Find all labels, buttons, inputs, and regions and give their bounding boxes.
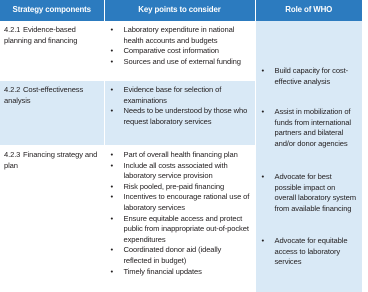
bullet-icon: • (111, 245, 114, 256)
key-points-list (109, 150, 251, 277)
bullet-icon: • (111, 57, 114, 68)
bullet-icon: • (111, 25, 114, 36)
list-item (256, 172, 363, 214)
list-item (109, 25, 251, 46)
bullet-icon: • (111, 192, 114, 203)
component-title: Financing strategy and plan (4, 150, 97, 170)
bullet-icon: • (111, 182, 114, 193)
component-number: 4.2.1 (4, 25, 21, 36)
list-item (109, 106, 251, 127)
bullet-icon: • (111, 85, 114, 96)
header-row (0, 0, 362, 21)
header-role-of-who: Role of WHO (255, 0, 362, 21)
strategy-component-cell (0, 21, 104, 81)
bullet-icon: • (111, 214, 114, 225)
bullet-icon: • (262, 66, 265, 77)
key-point-text: Sources and use of external funding (124, 57, 241, 66)
component-title: Cost-effectiveness analysis (4, 85, 83, 105)
key-point-text: Needs to be understood by those who request laboratory services (124, 106, 248, 126)
who-role-list (256, 21, 363, 278)
list-item (256, 66, 363, 87)
list-item (109, 161, 251, 182)
key-point-text: Evidence base for selection of examinations (124, 85, 222, 105)
list-item (109, 57, 251, 68)
key-point-text: Timely financial updates (124, 267, 202, 276)
list-item (109, 267, 251, 278)
list-item (109, 182, 251, 193)
who-role-text: Advocate for best possible impact on overall laboratory system from available financing (260, 172, 359, 214)
key-point-text: Include all costs associated with laboratory service provision (124, 161, 228, 181)
key-point-text: Ensure equitable access and protect public from inappropriate out-of-pocket expenditures (124, 214, 249, 244)
key-points-cell (104, 21, 255, 81)
list-item (109, 214, 251, 246)
table-row (0, 21, 362, 81)
who-role-text: Build capacity for cost-effective analysis (260, 66, 359, 87)
key-points-list (109, 85, 251, 127)
key-point-text: Laboratory expenditure in national health accounts and budgets (124, 25, 235, 45)
list-item (109, 46, 251, 57)
who-role-cell (255, 21, 362, 292)
bullet-icon: • (111, 150, 114, 161)
key-point-text: Incentives to encourage rational use of laboratory services (124, 192, 250, 212)
component-number: 4.2.3 (4, 150, 21, 161)
component-number: 4.2.2 (4, 85, 21, 96)
list-item (109, 85, 251, 106)
key-point-text: Risk pooled, pre-paid financing (124, 182, 225, 191)
bullet-icon: • (111, 161, 114, 172)
bullet-icon: • (111, 46, 114, 57)
list-item (109, 150, 251, 161)
key-point-text: Comparative cost information (124, 46, 219, 55)
key-points-list (109, 25, 251, 67)
list-item (109, 192, 251, 213)
header-strategy-components: Strategy components (0, 0, 104, 21)
who-role-text: Assist in mobilization of funds from international partners and bilateral and/or donor agencies (260, 107, 359, 149)
bullet-icon: • (111, 267, 114, 278)
list-item (256, 107, 363, 149)
header-key-points: Key points to consider (104, 0, 255, 21)
key-points-cell (104, 146, 255, 292)
bullet-icon: • (111, 106, 114, 117)
bullet-icon: • (262, 236, 265, 247)
list-item (109, 245, 251, 266)
key-point-text: Part of overall health financing plan (124, 150, 238, 159)
strategy-component-cell (0, 146, 104, 292)
bullet-icon: • (262, 107, 265, 118)
who-role-text: Advocate for equitable access to laboratory services (260, 236, 359, 268)
key-point-text: Coordinated donor aid (ideally reflected in budget) (124, 245, 222, 265)
bullet-icon: • (262, 172, 265, 183)
list-item (256, 236, 363, 268)
component-title: Evidence-based planning and financing (4, 25, 77, 45)
strategy-component-cell (0, 81, 104, 146)
key-points-cell (104, 81, 255, 146)
